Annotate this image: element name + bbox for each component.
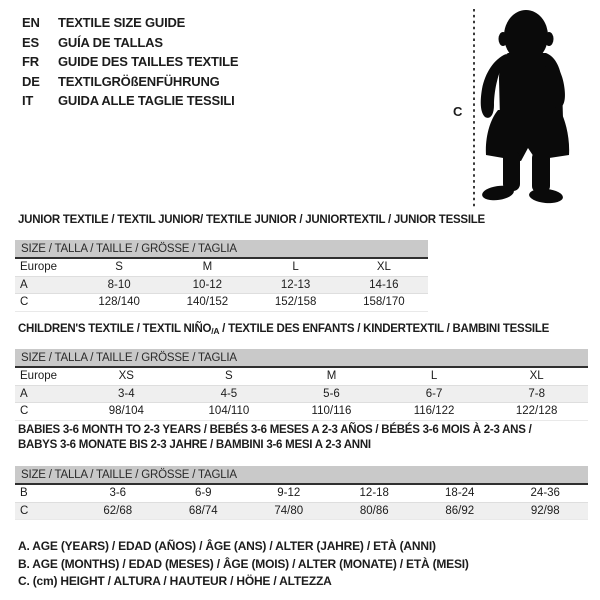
table-row-age <box>15 386 588 404</box>
section-title-subscript: /A <box>211 326 220 336</box>
size-table-header: SIZE / TALLA / TAILLE / GRÖSSE / TAGLIA <box>15 240 428 259</box>
size-cell: 152/158 <box>274 296 317 309</box>
row-label: A <box>20 278 28 291</box>
row-label: C <box>20 405 29 418</box>
size-cell: 10-12 <box>192 278 223 291</box>
size-cell: 9-12 <box>277 487 301 500</box>
note-age-months: B. AGE (MONTHS) / EDAD (MESES) / ÂGE (MOIS) / ALTER (MONATE) / ETÀ (MESI) <box>18 556 469 571</box>
table-row-age-months <box>15 485 588 503</box>
size-cell: 122/128 <box>515 405 558 418</box>
size-cell: 5-6 <box>323 387 340 400</box>
size-cell: 6-9 <box>194 487 212 500</box>
size-cell: S <box>115 261 123 274</box>
language-code: EN <box>22 15 40 30</box>
size-cell: XL <box>376 261 391 274</box>
language-row <box>22 33 238 53</box>
size-cell: 140/152 <box>186 296 229 309</box>
size-cell: 116/122 <box>413 405 455 418</box>
size-cell: 74/80 <box>274 504 304 517</box>
size-cell: M <box>202 261 213 274</box>
size-cell: 128/140 <box>98 296 140 309</box>
language-code: FR <box>22 54 39 69</box>
row-label: B <box>20 487 28 500</box>
size-cell: 92/98 <box>530 504 560 517</box>
shorts <box>486 110 569 161</box>
size-cell: XS <box>118 370 134 383</box>
section-title-children <box>18 323 549 336</box>
leg-right <box>532 151 550 193</box>
size-table-header: SIZE / TALLA / TAILLE / GRÖSSE / TAGLIA <box>15 349 588 368</box>
junior-size-table <box>15 240 428 312</box>
language-title: TEXTILGRÖßENFÜHRUNG <box>58 73 220 89</box>
children-size-table <box>15 349 588 421</box>
language-row <box>22 52 238 72</box>
size-cell: 104/110 <box>208 405 250 418</box>
table-row-europe <box>15 259 428 277</box>
row-label: C <box>20 296 29 309</box>
size-cell: 86/92 <box>445 504 475 517</box>
language-code: ES <box>22 34 39 50</box>
size-cell: 98/104 <box>108 405 144 418</box>
ear-left <box>499 32 508 46</box>
size-cell: 158/170 <box>363 296 405 309</box>
figure-height-label: C <box>453 104 463 119</box>
size-cell: 18-24 <box>445 487 475 500</box>
ear-right <box>545 32 554 46</box>
row-label: Europe <box>20 261 58 274</box>
size-cell: 80/86 <box>359 504 389 517</box>
table-row-height <box>15 403 588 421</box>
size-cell: M <box>326 370 337 383</box>
size-cell: 8-10 <box>107 278 131 291</box>
size-cell: 68/74 <box>188 504 218 517</box>
row-label: C <box>20 504 29 517</box>
section-title-text: / TEXTILE DES ENFANTS / KINDERTEXTIL / BAMBINI TESSILE <box>219 323 550 335</box>
size-cell: 12-18 <box>359 487 389 500</box>
language-code: DE <box>22 73 40 89</box>
babies-size-table <box>15 466 588 520</box>
size-cell: 62/68 <box>103 504 133 517</box>
size-cell: S <box>225 370 233 383</box>
language-row <box>22 72 238 92</box>
size-cell: XL <box>529 370 544 383</box>
language-title: GUÍA DE TALLAS <box>58 34 163 50</box>
language-code: IT <box>22 93 34 108</box>
note-age-years: A. AGE (YEARS) / EDAD (AÑOS) / ÂGE (ANS) / ALTER (JAHRE) / ETÀ (ANNI) <box>18 539 436 553</box>
legend-notes <box>18 538 469 591</box>
row-label: Europe <box>20 370 58 383</box>
leg-left <box>503 151 520 191</box>
note-height-cm: C. (cm) HEIGHT / ALTURA / HAUTEUR / HÖHE / ALTEZZA <box>18 574 332 588</box>
table-row-age <box>15 277 428 295</box>
size-cell: 12-13 <box>280 278 311 291</box>
size-cell: 6-7 <box>425 387 443 400</box>
section-title-babies-line2: BABYS 3-6 MONATE BIS 2-3 JAHRE / BAMBINI 3-6 MESI A 2-3 ANNI <box>18 439 371 451</box>
size-cell: 3-6 <box>109 487 127 500</box>
size-cell: 4-5 <box>220 387 238 400</box>
toddler-silhouette-image <box>470 5 596 211</box>
language-row <box>22 91 238 111</box>
table-row-height <box>15 503 588 521</box>
language-title: TEXTILE SIZE GUIDE <box>58 15 186 30</box>
table-row-europe <box>15 368 588 386</box>
size-table-header: SIZE / TALLA / TAILLE / GRÖSSE / TAGLIA <box>15 466 588 485</box>
language-row <box>22 13 238 33</box>
size-cell: L <box>430 370 438 383</box>
size-cell: 110/116 <box>311 405 352 418</box>
size-cell: 7-8 <box>528 387 545 400</box>
size-cell: L <box>292 261 299 274</box>
row-label: A <box>20 387 28 400</box>
language-title: GUIDA ALLE TAGLIE TESSILI <box>58 93 235 108</box>
section-title-text: CHILDREN'S TEXTILE / TEXTIL NIÑO <box>18 323 212 335</box>
size-cell: 3-4 <box>117 387 135 400</box>
section-title-junior: JUNIOR TEXTILE / TEXTIL JUNIOR/ TEXTILE JUNIOR / JUNIORTEXTIL / JUNIOR TESSILE <box>18 214 485 226</box>
language-title-list <box>22 13 238 111</box>
language-title: GUIDE DES TAILLES TEXTILE <box>58 54 239 69</box>
toddler-silhouette-figure <box>470 5 596 211</box>
section-title-babies-line1: BABIES 3-6 MONTH TO 2-3 YEARS / BEBÉS 3-6 MESES A 2-3 AÑOS / BÉBÉS 3-6 MOIS À 2-3 ANS / <box>18 424 532 436</box>
size-cell: 14-16 <box>369 278 399 291</box>
size-cell: 24-36 <box>530 487 560 500</box>
table-row-height <box>15 294 428 312</box>
